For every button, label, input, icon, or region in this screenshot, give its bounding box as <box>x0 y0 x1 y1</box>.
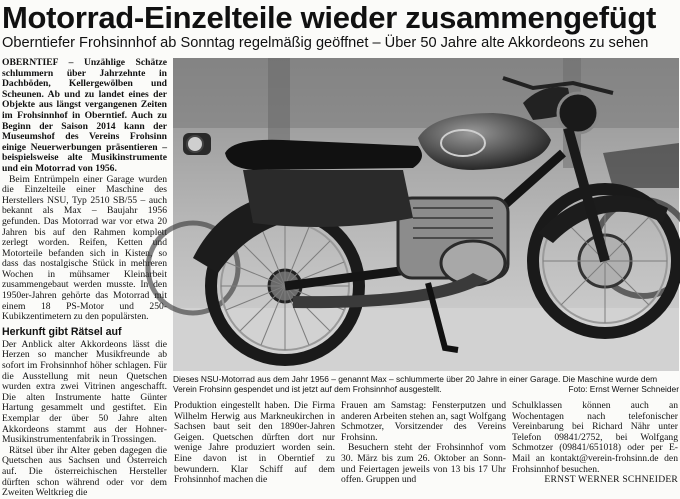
column-3-text-b: Besuchern steht der Frohsinnhof vom 30. März bis zum 26. Oktober an Sonn- und Feiertagen jeweils von 13 bis 17 Uhr offen. Gruppen und <box>341 442 506 486</box>
article-column-4 <box>512 400 678 486</box>
column-2-text: Produktion eingestellt haben. Die Firma Wilhelm Herwig aus Markneukirchen in Sachsen baut seit den 1890er-Jahren Geigen. Quetschen dürften dort nur wenige Jahre produziert worden sein. Eine davon ist in Oberntief zu bewundern. Klar Schiff auf dem Frohsinnhof machen die <box>174 400 335 486</box>
article-column-1 <box>2 57 167 499</box>
caption-text: Dieses NSU-Motorrad aus dem Jahr 1956 – genannt Max – schlummerte über 20 Jahre in einer Garage. Die Maschine wurde dem Verein Frohsinn gespendet und ist jetzt auf dem Frohsinnhof ausgestellt. <box>173 374 658 394</box>
lead-text: – Unzählige Schätze schlummern über Jahrzehnte in Dachböden, Kellergewölben und Scheunen. Ab und zu landet eines der Objekte aus längst vergangenen Zeiten im Frohsinnhof in Oberntief. Auch zu Beginn der Saison 2014 kann der Museumshof des Vereins Frohsinn einige Neuerwerbungen präsentieren – beispielsweise alte Musikinstrumente und ein Motorrad von 1956. <box>2 57 167 174</box>
photo-caption <box>173 374 679 394</box>
motorcycle-photo <box>173 58 679 371</box>
section-subheading: Herkunft gibt Rätsel auf <box>2 325 122 338</box>
subheadline: Oberntiefer Frohsinnhof ab Sonntag regelmäßig geöffnet – Über 50 Jahre alte Akkordeons zu sehen <box>2 35 649 51</box>
column-3-text-a: Frauen am Samstag: Fensterputzen und anderen Arbeiten stehen an, sagt Wolfgang Schmotzer, Vorsitzender des Vereins Frohsinn. <box>341 400 506 443</box>
article-column-2 <box>174 400 335 486</box>
column-4-text: Schulklassen können auch an Wochentagen nach telefonischer Vereinbarung bei Richard Nähr unter Telefon 09841/2752, bei Wolfgang Schmotzer (09841/651018) oder per E-Mail an kontakt@verein-frohsinn.de den Frohsinnhof besuchen. <box>512 400 678 475</box>
body-paragraph-2: Der Anblick alter Akkordeons lässt die Herzen so mancher Musikfreunde ab sofort im Frohsinnhof höher schlagen. Für die Ausstellung mit neun Quetschen wurden extra zwei Vitrinen angeschafft. Die alten Instrumente hatte Günter Hartung gesammelt und gestiftet. Ein Exemplar der über 50 Jahre alten Akkordeons stammt aus der Hohner-Musikinstrumentenfabrik in Trossingen. <box>2 338 167 446</box>
lead-paragraph <box>2 58 167 175</box>
article-column-3 <box>341 400 506 486</box>
dateline: OBERNTIEF <box>2 57 59 68</box>
body-paragraph-1: Beim Entrümpeln einer Garage wurden die Einzelteile einer Maschine des Herstellers NSU, Typ 2510 SB/55 – auch bekannt als Max – Baujahr 1956 gefunden. Das Motorrad war vor etwa 20 Jahren bis auf den Rahmen komplett zerlegt worden. Reifen, Ketten und Motorteile befanden sich in Kisten, so dass das nostalgische Stück in mehreren Wochen in mühsamer Kleinarbeit zusammengebaut werden musste. In den 1950er-Jahren gehörte das Motorrad mit einem 18 PS-Motor und 250-Kubikzentimetern zu den populärsten. <box>2 173 167 323</box>
headline: Motorrad-Einzelteile wieder zusammengefügt <box>2 0 657 35</box>
byline: ERNST WERNER SCHNEIDER <box>544 474 678 486</box>
body-paragraph-3: Rätsel über ihr Alter geben dagegen die Quetschen aus Sachsen und Österreich auf. Die österreichischen Hersteller dürften schon während oder vor dem Zweiten Weltkrieg die <box>2 444 167 499</box>
photo-credit: Foto: Ernst Werner Schneider <box>568 384 679 394</box>
